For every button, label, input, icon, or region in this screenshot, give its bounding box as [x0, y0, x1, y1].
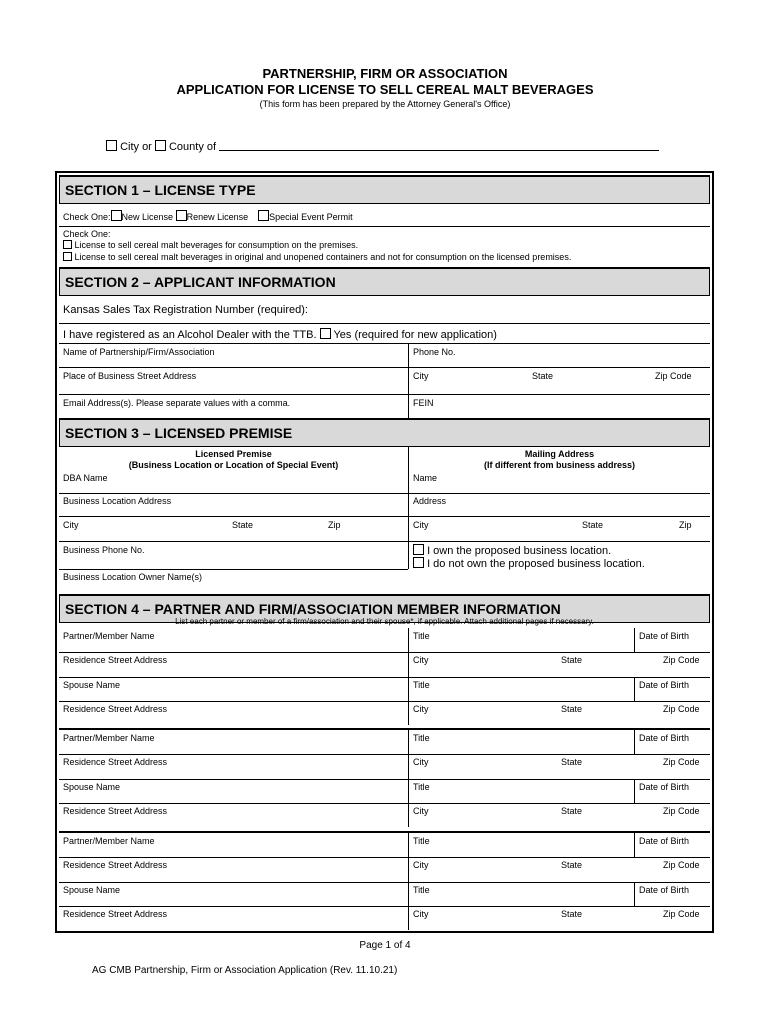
business-phone-label: Business Phone No. — [63, 545, 145, 555]
ttb-yes-label: Yes (required for new application) — [333, 329, 497, 341]
divider — [59, 803, 710, 804]
business-address-label: Business Location Address — [63, 496, 172, 506]
city-label: City — [413, 655, 429, 665]
original-containers-option — [63, 252, 571, 262]
renew-license-label: Renew License — [186, 212, 249, 222]
state-label: State — [532, 371, 554, 381]
divider — [59, 906, 710, 907]
city-label: City — [413, 806, 429, 816]
ttb-row — [63, 328, 497, 341]
section3-header: SECTION 3 – LICENSED PREMISE — [59, 418, 710, 447]
city-label: City — [413, 860, 429, 870]
residence-address-label: Residence Street Address — [63, 757, 168, 767]
state-label: State — [561, 757, 583, 767]
spouse-name-label: Spouse Name — [63, 782, 121, 792]
dob-label: Date of Birth — [639, 836, 690, 846]
not-own-label: I do not own the proposed business location. — [427, 558, 645, 570]
column-divider — [408, 833, 409, 930]
email-label: Email Address(s). Please separate values with a comma. — [63, 398, 291, 408]
title-label: Title — [413, 885, 430, 895]
section4-instruction: List each partner or member of a firm/association and their spouse*, if applicable. Attach additional pages if necessary. — [175, 617, 594, 626]
residence-address-label: Residence Street Address — [63, 806, 168, 816]
partner-name-label: Partner/Member Name — [63, 631, 155, 641]
block-divider — [59, 831, 710, 833]
title-label: Title — [413, 782, 430, 792]
partner-name-label: Partner/Member Name — [63, 836, 155, 846]
divider — [59, 701, 710, 702]
section4-header: SECTION 4 – PARTNER AND FIRM/ASSOCIATION MEMBER INFORMATION — [59, 594, 710, 623]
jurisdiction-row — [106, 140, 659, 153]
mailing-address-subheading: (If different from business address) — [483, 460, 636, 470]
premises-option — [63, 240, 358, 250]
county-label: County of — [168, 141, 217, 153]
divider — [59, 677, 710, 678]
business-zip-label: Zip — [328, 520, 341, 530]
premises-label: License to sell cereal malt beverages for consumption on the premises. — [74, 240, 359, 250]
divider — [59, 779, 710, 780]
mailing-state-label: State — [582, 520, 604, 530]
residence-address-label: Residence Street Address — [63, 909, 168, 919]
form-title: PARTNERSHIP, FIRM OR ASSOCIATION — [262, 66, 508, 81]
state-label: State — [561, 655, 583, 665]
fein-label: FEIN — [413, 398, 434, 408]
state-label: State — [561, 860, 583, 870]
residence-address-label: Residence Street Address — [63, 655, 168, 665]
city-label: City — [413, 757, 429, 767]
title-label: Title — [413, 733, 430, 743]
sales-tax-label: Kansas Sales Tax Registration Number (required): — [63, 304, 308, 316]
ttb-label: I have registered as an Alcohol Dealer with the TTB. — [63, 329, 317, 341]
divider — [59, 394, 710, 395]
mailing-zip-label: Zip — [679, 520, 692, 530]
zip-label: Zip Code — [663, 704, 700, 714]
zip-label: Zip Code — [663, 860, 700, 870]
divider — [59, 754, 710, 755]
business-city-label: City — [63, 520, 79, 530]
divider — [59, 493, 710, 494]
licensed-premise-heading: Licensed Premise — [195, 449, 272, 459]
divider — [59, 857, 710, 858]
partnership-name-label: Name of Partnership/Firm/Association — [63, 347, 215, 357]
form-note: (This form has been prepared by the Attorney General's Office) — [259, 99, 511, 109]
column-divider — [408, 628, 409, 725]
zip-label: Zip Code — [663, 655, 700, 665]
divider — [59, 569, 408, 570]
form-subtitle: APPLICATION FOR LICENSE TO SELL CEREAL MALT BEVERAGES — [176, 82, 594, 97]
column-divider — [408, 730, 409, 827]
state-label: State — [561, 704, 583, 714]
column-divider — [634, 833, 635, 857]
not-own-option — [413, 557, 645, 570]
form-id: AG CMB Partnership, Firm or Association Application (Rev. 11.10.21) — [92, 965, 398, 976]
dba-label: DBA Name — [63, 473, 108, 483]
spouse-name-label: Spouse Name — [63, 885, 121, 895]
original-containers-label: License to sell cereal malt beverages in original and unopened containers and not for consumption on the licensed premises. — [74, 252, 572, 262]
city-label: City — [413, 704, 429, 714]
dob-label: Date of Birth — [639, 782, 690, 792]
new-license-checkbox[interactable] — [111, 210, 122, 221]
column-divider — [634, 628, 635, 652]
title-label: Title — [413, 631, 430, 641]
premises-checkbox[interactable] — [63, 240, 72, 249]
column-divider — [634, 779, 635, 803]
street-address-label: Place of Business Street Address — [63, 371, 197, 381]
divider — [59, 652, 710, 653]
spouse-name-label: Spouse Name — [63, 680, 121, 690]
mailing-address-label: Address — [413, 496, 447, 506]
county-name-field[interactable] — [219, 141, 659, 151]
zip-label: Zip Code — [655, 371, 692, 381]
mailing-city-label: City — [413, 520, 429, 530]
block-divider — [59, 728, 710, 730]
city-label: City — [413, 909, 429, 919]
business-state-label: State — [232, 520, 254, 530]
city-label: City — [413, 371, 429, 381]
dob-label: Date of Birth — [639, 733, 690, 743]
special-event-label: Special Event Permit — [269, 212, 353, 222]
renew-license-checkbox[interactable] — [176, 210, 187, 221]
dob-label: Date of Birth — [639, 631, 690, 641]
divider — [59, 343, 710, 344]
divider — [59, 882, 710, 883]
own-option — [413, 544, 611, 557]
state-label: State — [561, 909, 583, 919]
divider — [59, 516, 710, 517]
column-divider — [634, 882, 635, 906]
divider — [59, 226, 710, 227]
licensed-premise-subheading: (Business Location or Location of Special Event) — [128, 460, 339, 470]
title-label: Title — [413, 836, 430, 846]
check-one-label-2: Check One: — [63, 229, 111, 239]
column-divider — [408, 343, 409, 420]
zip-label: Zip Code — [663, 806, 700, 816]
state-label: State — [561, 806, 583, 816]
mailing-address-heading: Mailing Address — [524, 449, 595, 459]
own-label: I own the proposed business location. — [427, 545, 612, 557]
dob-label: Date of Birth — [639, 885, 690, 895]
application-form — [55, 171, 714, 933]
phone-label: Phone No. — [413, 347, 456, 357]
divider — [59, 367, 710, 368]
new-license-label: New License — [121, 212, 174, 222]
section1-header: SECTION 1 – LICENSE TYPE — [59, 175, 710, 204]
section1-check-one-row — [63, 210, 353, 222]
ttb-yes-checkbox[interactable] — [320, 328, 331, 339]
residence-address-label: Residence Street Address — [63, 704, 168, 714]
zip-label: Zip Code — [663, 909, 700, 919]
divider — [59, 541, 710, 542]
title-label: Title — [413, 680, 430, 690]
check-one-label: Check One: — [63, 212, 111, 222]
column-divider — [634, 730, 635, 754]
divider — [59, 323, 710, 324]
special-event-checkbox[interactable] — [258, 210, 269, 221]
section2-header: SECTION 2 – APPLICANT INFORMATION — [59, 267, 710, 296]
partner-name-label: Partner/Member Name — [63, 733, 155, 743]
dob-label: Date of Birth — [639, 680, 690, 690]
column-divider — [408, 447, 409, 569]
mailing-name-label: Name — [413, 473, 438, 483]
city-checkbox[interactable] — [106, 140, 117, 151]
residence-address-label: Residence Street Address — [63, 860, 168, 870]
owner-names-label: Business Location Owner Name(s) — [63, 572, 203, 582]
own-checkbox[interactable] — [413, 544, 424, 555]
zip-label: Zip Code — [663, 757, 700, 767]
original-containers-checkbox[interactable] — [63, 252, 72, 261]
page-number: Page 1 of 4 — [359, 940, 411, 951]
county-checkbox[interactable] — [155, 140, 166, 151]
column-divider — [634, 677, 635, 701]
city-label: City or — [120, 141, 152, 153]
not-own-checkbox[interactable] — [413, 557, 424, 568]
